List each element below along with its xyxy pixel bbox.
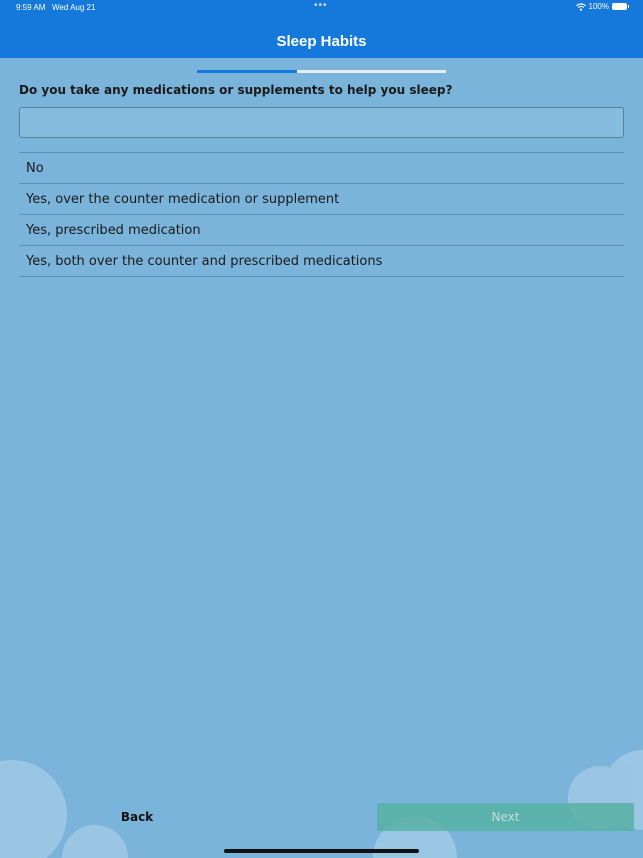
next-button[interactable]: Next (377, 803, 634, 831)
multitasking-dots[interactable]: ••• (314, 0, 328, 11)
home-indicator[interactable] (224, 849, 419, 853)
option-over-the-counter[interactable]: Yes, over the counter medication or supplement (19, 184, 624, 215)
back-button[interactable]: Back (86, 803, 188, 831)
option-prescribed[interactable]: Yes, prescribed medication (19, 215, 624, 246)
status-date: Wed Aug 21 (52, 3, 96, 12)
option-no[interactable]: No (19, 153, 624, 184)
question-label: Do you take any medications or supplements to help you sleep? (19, 83, 453, 97)
battery-percent: 100% (588, 2, 609, 11)
page-title: Sleep Habits (276, 33, 367, 50)
status-time: 9:59 AM (16, 3, 46, 12)
option-both[interactable]: Yes, both over the counter and prescribed medications (19, 246, 624, 277)
